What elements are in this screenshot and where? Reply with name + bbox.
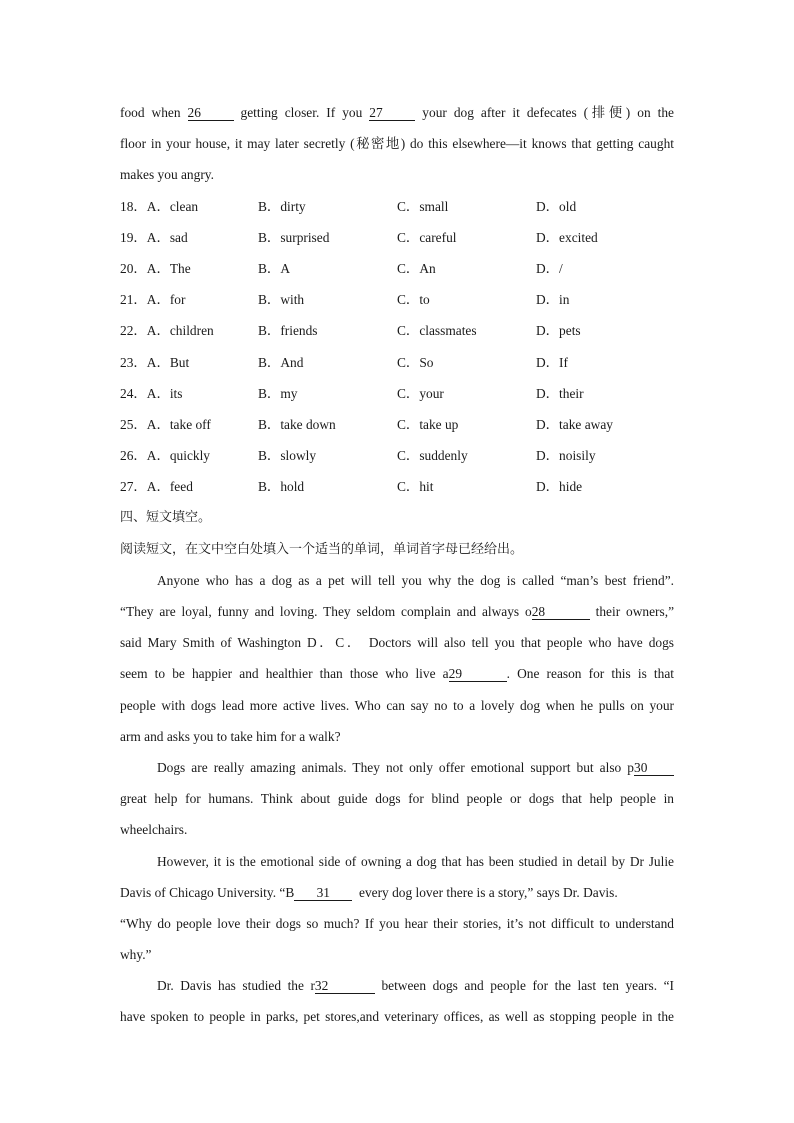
text-span: Davis of Chicago University. “B [120, 884, 295, 900]
text-line [120, 658, 674, 689]
option-d: D．If [536, 354, 568, 370]
option-row [120, 378, 674, 409]
option-c: C．So [397, 354, 434, 370]
option-b: B．hold [258, 479, 305, 495]
text-span: every dog lover there is a story,” says Dr. Davis. [359, 884, 618, 900]
blank-26: 26 [188, 106, 234, 121]
option-a: 22．A．children [120, 323, 214, 339]
text-line: why.” [120, 947, 152, 963]
option-d: D．noisily [536, 448, 596, 464]
text-span: seem to be happier and healthier than those who live a [120, 666, 449, 682]
text-line: people with dogs lead more active lives. Who can say no to a lovely dog when he pulls on your [120, 697, 674, 713]
blank-31: 31 [294, 886, 352, 901]
text-span: getting closer. If you [240, 105, 363, 120]
option-row [120, 284, 674, 315]
text-line: floor in your house, it may later secretly (秘密地) do this elsewhere—it knows that getting caught [120, 136, 674, 152]
option-c: C．suddenly [397, 448, 468, 464]
option-d: D．hide [536, 479, 583, 495]
blank-30: 30 [634, 761, 674, 776]
option-d: D．excited [536, 229, 598, 245]
option-c: C．hit [397, 479, 434, 495]
option-row [120, 191, 674, 222]
option-b: B．surprised [258, 229, 330, 245]
option-d: D．their [536, 385, 584, 401]
option-c: C．classmates [397, 323, 477, 339]
document-page [120, 97, 674, 1033]
text-span: said Mary Smith of Washington D．C． [120, 635, 363, 651]
option-b: B．And [258, 354, 304, 370]
blank-27: 27 [369, 106, 415, 121]
option-b: B．take down [258, 416, 336, 432]
section-title: 四、短文填空。 [120, 510, 212, 526]
text-line [120, 752, 674, 783]
text-line [120, 970, 674, 1001]
option-a: 26．A．quickly [120, 448, 211, 464]
option-a: 25．A．take off [120, 416, 211, 432]
option-d: D．in [536, 292, 570, 308]
option-b: B．with [258, 292, 305, 308]
option-b: B．friends [258, 323, 318, 339]
option-a: 20．A．The [120, 260, 191, 276]
text-line: Anyone who has a dog as a pet will tell you why the dog is called “man’s best friend”. [157, 572, 674, 588]
option-row [120, 471, 674, 502]
text-span: . One reason for this is that [506, 666, 674, 682]
blank-28: 28 [532, 605, 590, 620]
option-row [120, 253, 674, 284]
option-c: C．to [397, 292, 430, 308]
option-a: 21．A．for [120, 292, 186, 308]
option-d: D．pets [536, 323, 581, 339]
text-span: between dogs and people for the last ten years. “I [381, 978, 674, 994]
option-row [120, 222, 674, 253]
option-c: C．careful [397, 229, 457, 245]
option-a: 24．A．its [120, 385, 183, 401]
option-b: B．A [258, 260, 290, 276]
text-line [120, 97, 674, 128]
text-span: food when [120, 105, 181, 120]
text-line: However, it is the emotional side of owning a dog that has been studied in detail by Dr Julie [157, 853, 674, 869]
blank-32: 32 [315, 979, 375, 994]
text-span: Doctors will also tell you that people who have dogs [368, 635, 675, 651]
text-span: Dr. Davis has studied the r [157, 978, 315, 994]
option-row [120, 409, 674, 440]
text-line: wheelchairs. [120, 822, 188, 838]
option-row [120, 347, 674, 378]
text-span: “They are loyal, funny and loving. They seldom complain and always o [120, 604, 532, 619]
option-a: 19．A．sad [120, 229, 188, 245]
options-list [120, 191, 674, 503]
text-line: arm and asks you to take him for a walk? [120, 728, 341, 744]
option-a: 23．A．But [120, 354, 190, 370]
text-line [120, 877, 674, 908]
text-line: have spoken to people in parks, pet stores,and veterinary offices, as well as stopping people in the [120, 1009, 674, 1025]
text-line [120, 596, 674, 627]
option-d: D．/ [536, 260, 563, 276]
text-span: your dog after it defecates (排便) on the [422, 105, 674, 120]
option-c: C．your [397, 385, 444, 401]
option-b: B．my [258, 385, 298, 401]
text-span: Dogs are really amazing animals. They not only offer emotional support but also p [157, 759, 634, 775]
text-line: “Why do people love their dogs so much? If you hear their stories, it’s not difficult to understand [120, 915, 674, 931]
text-line: makes you angry. [120, 167, 214, 183]
option-d: D．old [536, 198, 577, 214]
option-a: 18．A．clean [120, 198, 199, 214]
option-b: B．dirty [258, 198, 306, 214]
text-line: great help for humans. Think about guide dogs for blind people or dogs that help people in [120, 791, 674, 807]
option-b: B．slowly [258, 448, 317, 464]
option-c: C．An [397, 260, 436, 276]
text-line [120, 627, 674, 658]
option-row [120, 315, 674, 346]
option-c: C．small [397, 198, 449, 214]
section-instruction: 阅读短文，在文中空白处填入一个适当的单词，单词首字母已经给出。 [120, 541, 524, 557]
option-a: 27．A．feed [120, 479, 193, 495]
option-c: C．take up [397, 416, 459, 432]
text-span: their owners,” [595, 604, 675, 619]
option-d: D．take away [536, 416, 613, 432]
option-row [120, 440, 674, 471]
blank-29: 29 [449, 667, 507, 682]
